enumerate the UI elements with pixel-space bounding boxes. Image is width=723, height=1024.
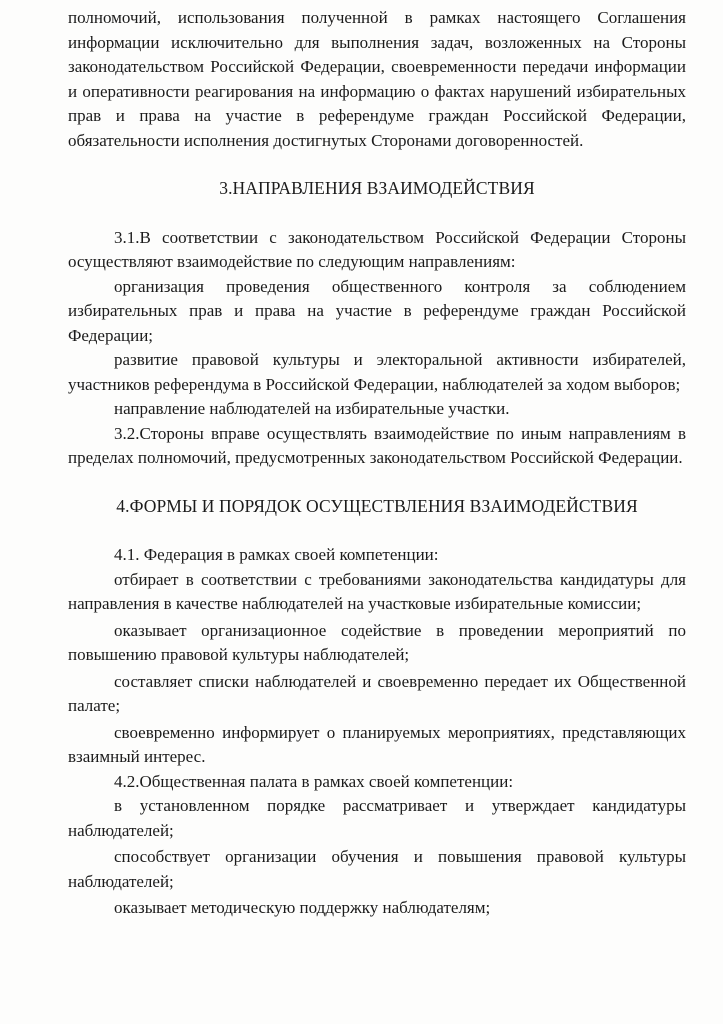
- section-3-paragraph-3-2: 3.2.Стороны вправе осуществлять взаимодействие по иным направлениям в пределах полномочий, предусмотренных законодательством Российской Федерации.: [68, 423, 686, 467]
- section-3-item-legal-culture: развитие правовой культуры и электоральной активности избирателей, участников референдума в Российской Федерации, наблюдателей за ходом выборов;: [68, 350, 686, 394]
- section-4-item-select-candidates: отбирает в соответствии с требованиями законодательства кандидатуры для направления в качестве наблюдателей на участковые избирательные комиссии;: [68, 569, 686, 613]
- intro-paragraph: полномочий, использования полученной в рамках настоящего Соглашения информации исключительно для выполнения задач, возложенных на Стороны законодательством Российской Федерации, своевременности передачи информации и оперативности реагирования на информацию о фактах нарушений избирательных прав и права на участие в референдуме граждан Российской Федерации, обязательности исполнения достигнутых Сторонами договоренностей.: [68, 8, 686, 150]
- section-3-heading: 3.НАПРАВЛЕНИЯ ВЗАИМОДЕЙСТВИЯ: [219, 178, 535, 198]
- section-4-paragraph-4-1: 4.1. Федерация в рамках своей компетенции:: [114, 545, 439, 564]
- section-4-heading: 4.ФОРМЫ И ПОРЯДОК ОСУЩЕСТВЛЕНИЯ ВЗАИМОДЕЙСТВИЯ: [116, 495, 638, 516]
- section-4-item-training: способствует организации обучения и повышения правовой культуры наблюдателей;: [68, 847, 686, 891]
- section-4-item-approve-candidates: в установленном порядке рассматривает и утверждает кандидатуры наблюдателей;: [68, 796, 686, 840]
- section-4-item-observer-lists: составляет списки наблюдателей и своевременно передает их Общественной палате;: [68, 671, 686, 715]
- section-3-item-observers: направление наблюдателей на избирательные участки.: [114, 399, 510, 418]
- section-4-item-organizational-support: оказывает организационное содействие в проведении мероприятий по повышению правовой культуры наблюдателей;: [68, 620, 686, 664]
- section-3-paragraph-3-1: 3.1.В соответствии с законодательством Российской Федерации Стороны осуществляют взаимодействие по следующим направлениям:: [68, 227, 686, 271]
- section-3-item-public-control: организация проведения общественного контроля за соблюдением избирательных прав и права на участие в референдуме граждан Российской Федерации;: [68, 276, 686, 345]
- section-4-item-inform-events: своевременно информирует о планируемых мероприятиях, представляющих взаимный интерес.: [68, 722, 686, 766]
- section-4-item-methodical-support: оказывает методическую поддержку наблюдателям;: [114, 898, 491, 917]
- section-4-paragraph-4-2: 4.2.Общественная палата в рамках своей компетенции:: [114, 771, 514, 791]
- document-body: [68, 6, 686, 921]
